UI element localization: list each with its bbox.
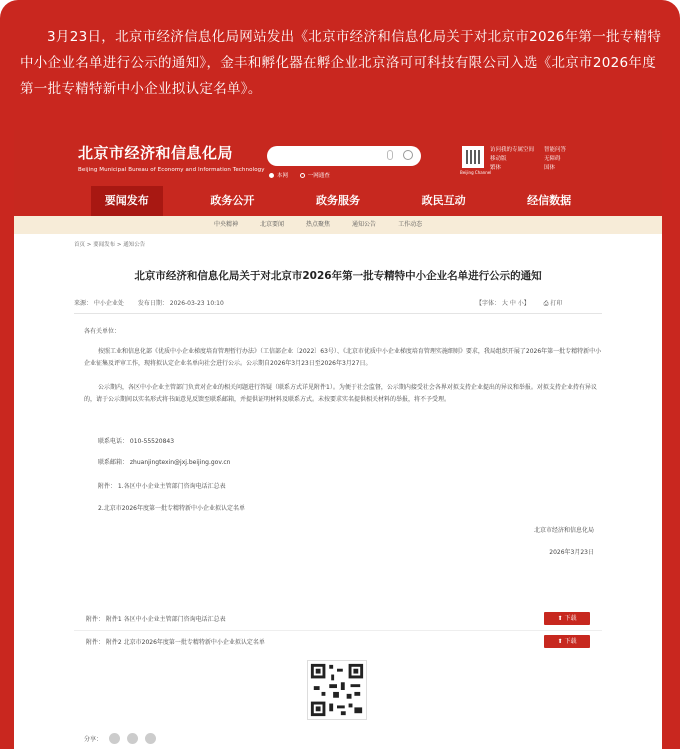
article-title: 北京市经济和信息化局关于对北京市2026年第一批专精特中小企业名单进行公示的通知: [134, 270, 542, 282]
qr-code-icon: [307, 660, 367, 720]
article-source: 来源： 中小企业处: [74, 300, 124, 307]
tool-link[interactable]: 访问我的专属空间: [490, 147, 535, 153]
intro-paragraph: 3月23日，北京市经济信息化局网站发出《北京市经济和信息化局关于对北京市2026年第一批专精特中小企业名单进行公示的通知》，金丰和孵化器在孵企业北京洛可可科技有限公司入选《北京市2026年度第一批专精特新中小企业拟认定名单》。: [20, 29, 662, 97]
paragraph-2: 公示期内，各区中小企业主管部门负责对企业的相关问题进行答疑（联系方式详见附件1）。为便于社会监督，公示期内接受社会各界对拟支持企业提出的异议和举报。对拟支持企业持有异议的，请于公示期间以实名形式将书面意见反馈至联系邮箱，并提供证明材料及联系方式。未按要求实名提供相关材料的举报，将不予受理。: [84, 384, 597, 403]
share-label: 分享：: [84, 736, 103, 743]
subnav-item[interactable]: 通知公告: [352, 221, 377, 228]
nav-services[interactable]: 政务服务: [315, 194, 360, 207]
header-tools: [490, 146, 600, 173]
search-input[interactable]: [267, 146, 421, 166]
site-header: [14, 130, 662, 186]
tool-link[interactable]: 智能问答: [544, 147, 567, 153]
attachment-list-2: 2.北京市2026年度第一批专精特新中小企业拟认定名单: [98, 505, 245, 512]
tool-link[interactable]: 无障碍: [544, 156, 561, 162]
print-button[interactable]: ⎙ 打印: [543, 300, 563, 307]
app-qr-icon[interactable]: [462, 146, 484, 168]
tool-link[interactable]: 国体: [544, 165, 556, 171]
wechat-share-icon[interactable]: [109, 733, 120, 744]
contact-phone: 联系电话： 010-55520843: [98, 438, 175, 445]
nav-affairs[interactable]: 政务公开: [210, 194, 255, 207]
article-meta: [74, 298, 236, 307]
tool-link[interactable]: 繁体: [490, 165, 502, 171]
signer: 北京市经济和信息化局: [533, 527, 594, 534]
webpage-screenshot: [14, 130, 662, 749]
radio-icon: [300, 173, 305, 178]
search-icon[interactable]: [403, 150, 413, 160]
site-logo[interactable]: [78, 142, 265, 173]
weibo-share-icon[interactable]: [127, 733, 138, 744]
salutation: 各有关单位：: [84, 328, 121, 335]
article-tools: [476, 298, 574, 308]
attachment-list-1: 附件： 1.各区中小企业主管部门咨询电话汇总表: [98, 483, 226, 490]
subnav-item[interactable]: 热点聚焦: [306, 221, 331, 228]
radio-selected-icon: [269, 173, 274, 178]
contact-email: 联系邮箱： zhuanjingtexin@jxj.beijing.gov.cn: [98, 459, 231, 466]
subnav-item[interactable]: 中央精神: [214, 221, 239, 228]
sign-date: 2026年3月23日: [549, 549, 594, 556]
breadcrumb[interactable]: 首页 > 要闻发布 > 通知公告: [74, 242, 146, 248]
subnav-item[interactable]: 工作动态: [398, 221, 423, 228]
main-nav: [14, 186, 662, 216]
site-name-en: Beijing Municipal Bureau of Economy and Information Technology: [78, 167, 265, 173]
paragraph-1: 按照工业和信息化部《优质中小企业梯度培育管理暂行办法》（工信部企业〔2022〕63号）、《北京市优质中小企业梯度培育管理实施细则》要求，我局组织开展了2026年第一批专精特新中小企业征集及评审工作，现将拟认定企业名单向社会进行公示。公示期自2026年3月23日至2026年3月27日。: [84, 348, 602, 367]
download-button-1[interactable]: ⬆ 下载: [544, 612, 590, 625]
subnav-item[interactable]: 北京要闻: [260, 221, 285, 228]
qr-label: Beijing Channel: [460, 170, 492, 175]
scope-site-radio[interactable]: 本网: [269, 173, 288, 179]
search-scope: [269, 171, 340, 179]
divider: [74, 313, 602, 314]
download-button-2[interactable]: ⬆ 下载: [544, 635, 590, 648]
attachment-link-1[interactable]: 附件： 附件1 各区中小企业主管部门咨询电话汇总表: [86, 616, 226, 623]
article-date: 发布日期： 2026-03-23 10:10: [137, 300, 224, 307]
nav-data[interactable]: 经信数据: [527, 194, 572, 207]
qq-share-icon[interactable]: [145, 733, 156, 744]
attachment-link-2[interactable]: 附件： 附件2 北京市2026年度第一批专精特新中小企业拟认定名单: [86, 639, 265, 646]
tool-link[interactable]: 移动版: [490, 156, 507, 162]
nav-interaction[interactable]: 政民互动: [421, 194, 466, 207]
font-size-control[interactable]: 【字体： 大 中 小】: [476, 300, 530, 307]
share-bar: [84, 733, 156, 744]
scope-all-radio[interactable]: 一网通查: [300, 173, 330, 179]
divider: [74, 630, 602, 631]
sub-nav: [14, 216, 662, 234]
microphone-icon[interactable]: [387, 150, 393, 160]
nav-news[interactable]: 要闻发布: [91, 186, 163, 216]
site-name-cn: 北京市经济和信息化局: [78, 144, 234, 162]
